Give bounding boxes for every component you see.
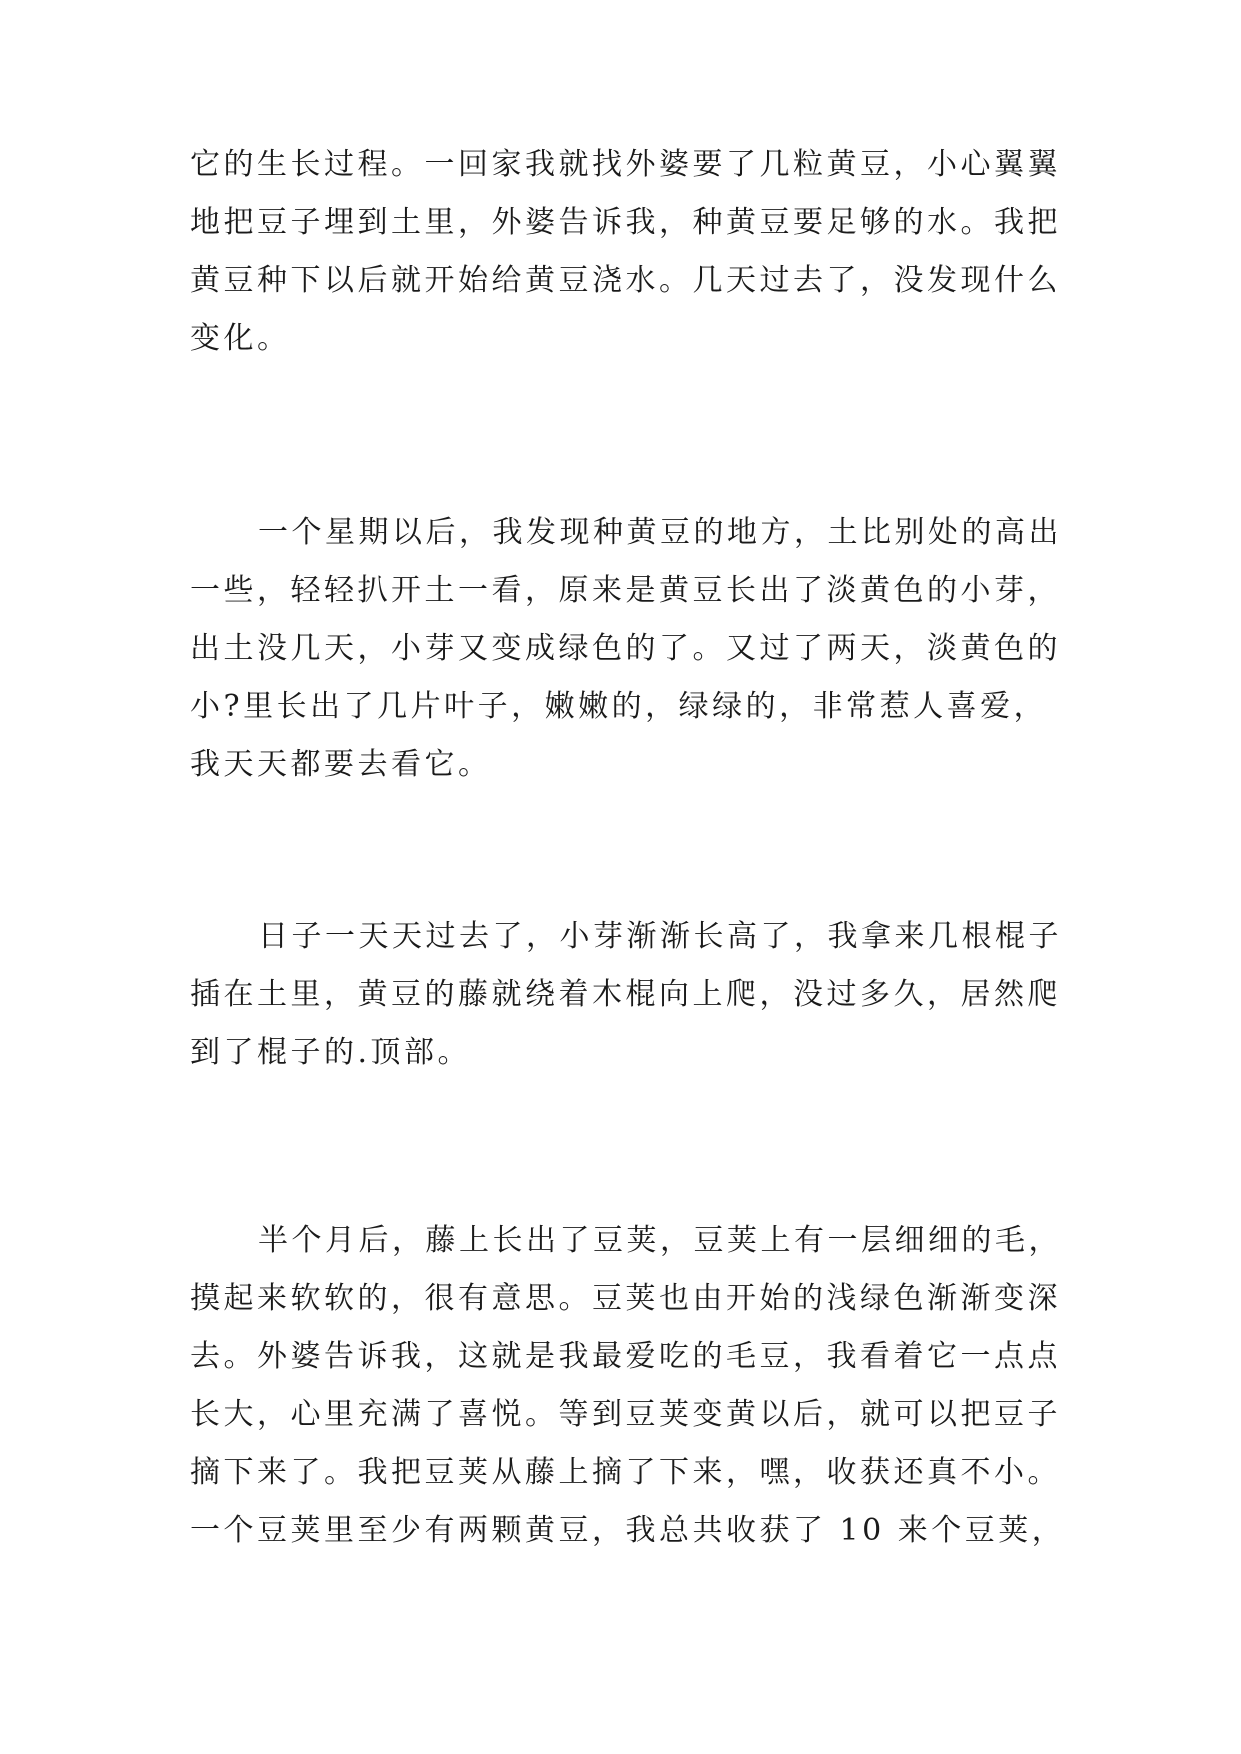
text-line: 去。外婆告诉我，这就是我最爱吃的毛豆，我看着它一点点 bbox=[190, 1339, 1061, 1374]
text-line: 一个星期以后，我发现种黄豆的地方，土比别处的高出 bbox=[258, 515, 1062, 550]
text-line: 我天天都要去看它。 bbox=[190, 747, 492, 782]
text-line: 到了棍子的.顶部。 bbox=[190, 1035, 472, 1070]
text-line: 出土没几天，小芽又变成绿色的了。又过了两天，淡黄色的 bbox=[190, 631, 1061, 666]
text-line: 摸起来软软的，很有意思。豆荚也由开始的浅绿色渐渐变深 bbox=[190, 1281, 1061, 1316]
text-line: 它的生长过程。一回家我就找外婆要了几粒黄豆，小心翼翼 bbox=[190, 147, 1061, 182]
paragraph-1 bbox=[190, 136, 1070, 368]
text-line: 小?里长出了几片叶子，嫩嫩的，绿绿的，非常惹人喜爱， bbox=[190, 689, 1048, 724]
text-line: 黄豆种下以后就开始给黄豆浇水。几天过去了，没发现什么 bbox=[190, 263, 1061, 298]
text-line: 地把豆子埋到土里，外婆告诉我，种黄豆要足够的水。我把 bbox=[190, 205, 1061, 240]
text-line: 一个豆荚里至少有两颗黄豆，我总共收获了 10 来个豆荚， bbox=[190, 1513, 1066, 1548]
text-line: 长大，心里充满了喜悦。等到豆荚变黄以后，就可以把豆子 bbox=[190, 1397, 1061, 1432]
text-line: 一些，轻轻扒开土一看，原来是黄豆长出了淡黄色的小芽， bbox=[190, 573, 1061, 608]
text-line: 插在土里，黄豆的藤就绕着木棍向上爬，没过多久，居然爬 bbox=[190, 977, 1061, 1012]
text-line: 变化。 bbox=[190, 321, 291, 356]
paragraph-2 bbox=[190, 504, 1070, 794]
text-line: 日子一天天过去了，小芽渐渐长高了，我拿来几根棍子 bbox=[258, 919, 1062, 954]
paragraph-4 bbox=[190, 1212, 1070, 1560]
text-line: 摘下来了。我把豆荚从藤上摘了下来，嘿，收获还真不小。 bbox=[190, 1455, 1061, 1490]
text-line: 半个月后，藤上长出了豆荚，豆荚上有一层细细的毛， bbox=[258, 1223, 1062, 1258]
paragraph-3 bbox=[190, 908, 1070, 1082]
